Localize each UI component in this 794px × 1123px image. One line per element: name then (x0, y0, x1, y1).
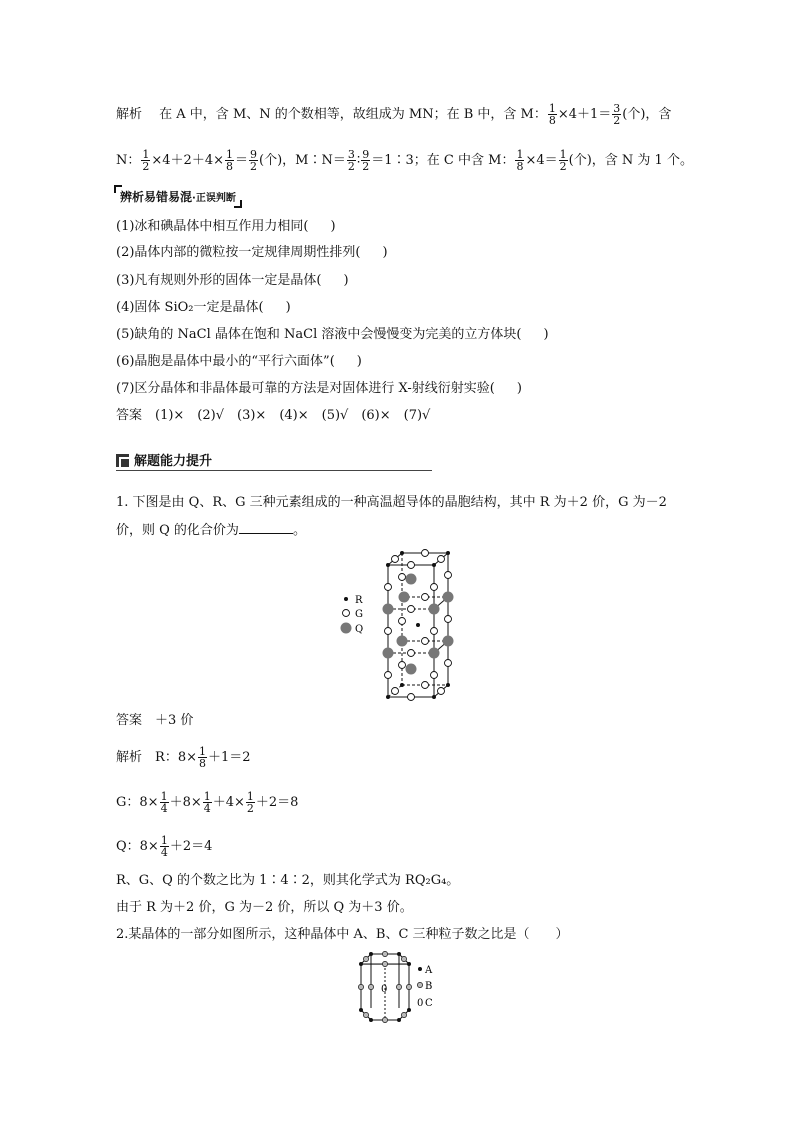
legend-G: G (355, 609, 363, 620)
section-divider (116, 470, 432, 471)
fraction: $\frac{3}{2}$ (613, 102, 621, 127)
q1-valence: 由于 R 为＋2 价，G 为－2 价，所以 Q 为＋3 价。 (116, 900, 413, 915)
fraction: $\frac{1}{8}$ (516, 148, 524, 173)
fraction: $\frac{9}{2}$ (250, 148, 258, 173)
fraction: $\frac{1}{2}$ (142, 148, 150, 173)
legend-R: R (355, 595, 363, 606)
legend-A: A (425, 965, 433, 976)
fraction: $\frac{3}{2}$ (347, 148, 355, 173)
q1-stem-line-2: 价，则 Q 的化合价为 。 (116, 523, 306, 538)
analysis-line-2: N： $\frac{1}{2}$ ×4＋2＋4× $\frac{1}{8}$ ＝ $\frac{9}{2}$ (个)，M∶N＝ $\frac{3}{2}$ ∶ $\frac{9}{2}$ ＝1∶3；在 C 中含 M： $\frac{1}{8}$ ×4＝ $\frac{1}{2}$ (个)，含 N 为 1 个。 (116, 148, 693, 173)
section-square-icon (116, 454, 129, 467)
answer-blank (239, 521, 293, 534)
fraction: $\frac{1}{2}$ (559, 148, 567, 173)
judge-item-7: (7)区分晶体和非晶体最可靠的方法是对固体进行 X-射线衍射实验( ) (116, 381, 522, 396)
center-particle-C: 0 (381, 984, 388, 995)
q1-stem-line-1: 1. 下图是由 Q、R、G 三种元素组成的一种高温超导体的晶胞结构，其中 R 为＋2 价，G 为－2 (116, 495, 667, 510)
legend-C-marker: 0 (417, 998, 424, 1009)
legend-Q: Q (355, 624, 364, 635)
fraction: $\frac{9}{2}$ (362, 148, 370, 173)
section-heading: 解题能力提升 (116, 450, 212, 469)
analysis-line-1: 解析 在 A 中，含 M、N 的个数相等，故组成为 MN；在 B 中，含 M： $\frac{1}{8}$ ×4＋1＝ $\frac{3}{2}$ (个)，含 (116, 102, 672, 127)
judge-item-5: (5)缺角的 NaCl 晶体在饱和 NaCl 溶液中会慢慢变为完美的立方体块( ) (116, 327, 549, 342)
q1-answer: 答案 ＋3 价 (116, 713, 194, 728)
fraction: $\frac{1}{4}$ (203, 790, 211, 815)
q1-analysis-R: 解析 R：8× $\frac{1}{8}$ ＋1＝2 (116, 745, 251, 770)
fraction: $\frac{1}{4}$ (160, 834, 168, 859)
judge-item-4: (4)固体 SiO₂一定是晶体( ) (116, 300, 291, 315)
q1-analysis-Q: Q：8× $\frac{1}{4}$ ＋2＝4 (116, 834, 213, 859)
fraction: $\frac{1}{4}$ (160, 790, 168, 815)
legend-C: C (425, 998, 433, 1009)
fraction: $\frac{1}{8}$ (226, 148, 233, 173)
fraction: $\frac{1}{8}$ (548, 102, 556, 127)
judge-item-2: (2)晶体内部的微粒按一定规律周期性排列( ) (116, 245, 388, 260)
q1-ratio: R、G、Q 的个数之比为 1∶4∶2，则其化学式为 RQ₂G₄。 (116, 873, 460, 888)
judge-item-6: (6)晶胞是晶体中最小的“平行六面体”( ) (116, 354, 362, 369)
q1-analysis-G: G：8× $\frac{1}{4}$ ＋8× $\frac{1}{4}$ ＋4× $\frac{1}{2}$ ＋2＝8 (116, 790, 299, 815)
crystal-cell-figure-2 (355, 950, 445, 1030)
fraction: $\frac{1}{8}$ (198, 745, 206, 770)
fraction: $\frac{1}{2}$ (246, 790, 254, 815)
judge-item-3: (3)凡有规则外形的固体一定是晶体( ) (116, 273, 349, 288)
analysis-label: 解析 (116, 107, 143, 122)
judge-item-1: (1)冰和碘晶体中相互作用力相同( ) (116, 219, 336, 234)
section-tag: 辨析易错易混·正误判断 (116, 188, 240, 205)
judge-answers: 答案 (1)× (2)√ (3)× (4)× (5)√ (6)× (7)√ (116, 408, 431, 423)
q2-stem: 2.某晶体的一部分如图所示，这种晶体中 A、B、C 三种粒子数之比是（ ） (116, 927, 569, 942)
legend-B: B (425, 981, 433, 992)
crystal-cell-figure-1 (330, 545, 470, 705)
